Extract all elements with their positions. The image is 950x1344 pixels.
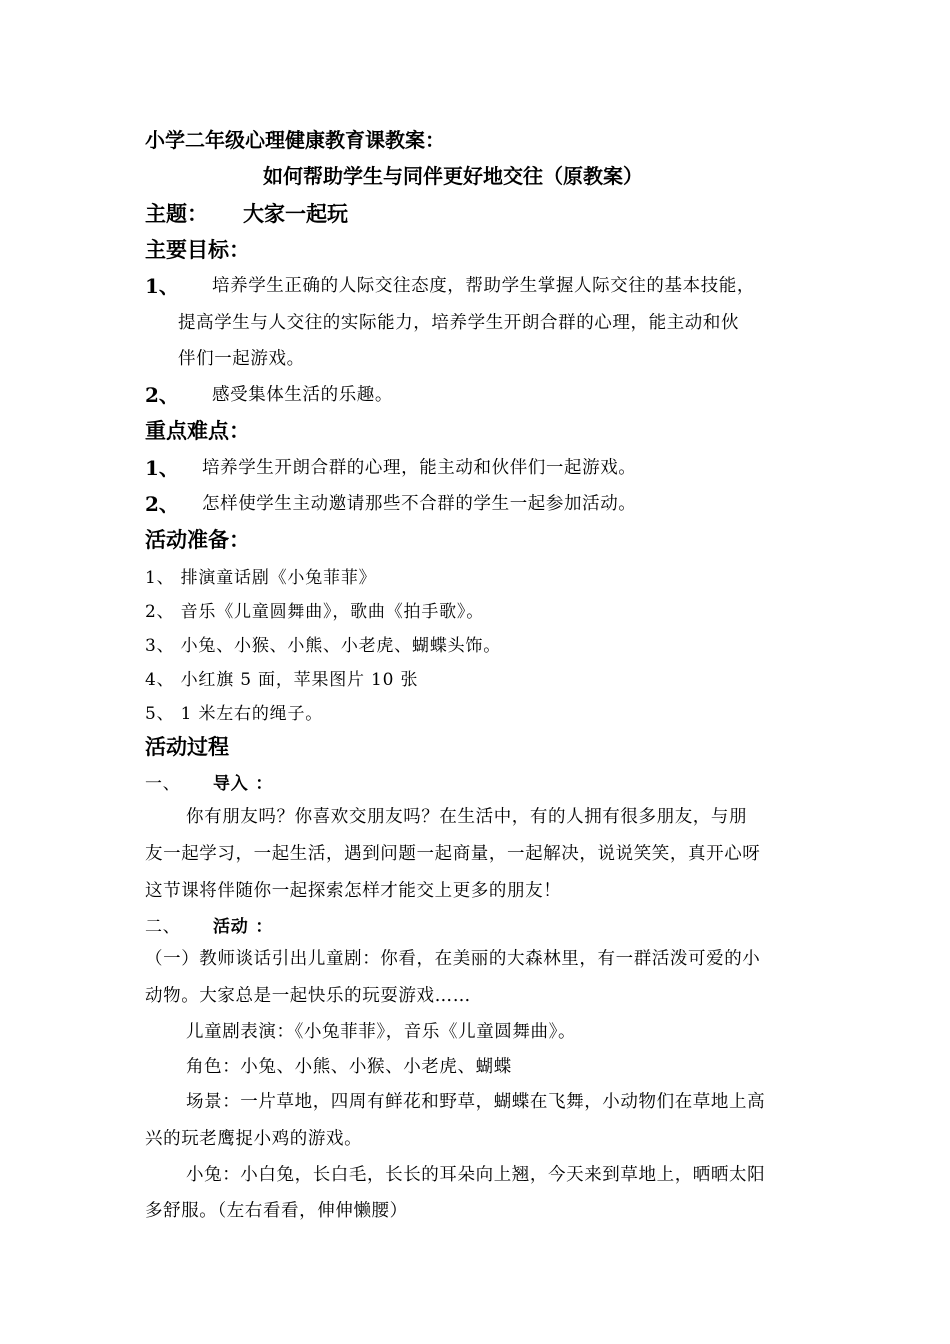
preparation-item-2: 2、 音乐《儿童圆舞曲》，歌曲《拍手歌》。 [145,602,485,622]
scene-line-2: 兴的玩老鹰捉小鸡的游戏。 [145,1129,363,1149]
step-1-label: 导入 ： [213,774,274,794]
step-2-number: 二、 [145,917,181,937]
step-2-label: 活动 ： [213,917,274,937]
intro-line-1: 你有朋友吗？你喜欢交朋友吗？在生活中，有的人拥有很多朋友，与朋 [186,807,748,827]
preparation-item-5: 5、 1 米左右的绳子。 [145,704,324,724]
roles-line: 角色：小兔、小熊、小猴、小老虎、蝴蝶 [186,1057,512,1077]
step-1-number: 一、 [145,774,181,794]
difficulty-2-text: 怎样使学生主动邀请那些不合群的学生一起参加活动。 [202,494,637,514]
goal-1-number: 1、 [145,274,179,298]
goals-heading: 主要目标： [145,237,250,262]
process-heading: 活动过程 [145,734,229,759]
play-line: 儿童剧表演：《小兔菲菲》，音乐《儿童圆舞曲》。 [186,1022,577,1042]
goal-2-number: 2、 [145,383,179,407]
goal-2-line-1: 感受集体生活的乐趣。 [212,385,393,405]
rabbit-line-2: 多舒服。（左右看看，伸伸懒腰） [145,1201,408,1221]
preparation-heading: 活动准备： [145,527,250,552]
activity-line-1: （一）教师谈话引出儿童剧：你看，在美丽的大森林里，有一群活泼可爱的小 [145,949,761,969]
goal-1-line-1: 培养学生正确的人际交往态度，帮助学生掌握人际交往的基本技能， [212,276,755,296]
difficulty-1-text: 培养学生开朗合群的心理，能主动和伙伴们一起游戏。 [202,458,637,478]
preparation-item-3: 3、 小兔、小猴、小熊、小老虎、蝴蝶头饰。 [145,636,502,656]
rabbit-line-1: 小兔：小白兔，长白毛，长长的耳朵向上翘，今天来到草地上，晒晒太阳 [186,1165,766,1185]
intro-line-2: 友一起学习，一起生活，遇到问题一起商量，一起解决，说说笑笑，真开心呀 [145,844,761,864]
theme-value: 大家一起玩 [243,201,348,226]
scene-line-1: 场景：一片草地，四周有鲜花和野草，蝴蝶在飞舞，小动物们在草地上高 [186,1092,766,1112]
goal-1-line-3: 伴们一起游戏。 [178,349,305,369]
document-subtitle: 如何帮助学生与同伴更好地交往（原教案） [263,164,643,188]
difficulty-2-number: 2、 [145,492,179,516]
preparation-item-1: 1、 排演童话剧《小兔菲菲》 [145,568,377,588]
goal-1-line-2: 提高学生与人交往的实际能力，培养学生开朗合群的心理，能主动和伙 [178,313,740,333]
intro-line-3: 这节课将伴随你一起探索怎样才能交上更多的朋友！ [145,881,562,901]
difficulty-1-number: 1、 [145,456,179,480]
preparation-item-4: 4、 小红旗 5 面，苹果图片 10 张 [145,670,419,690]
theme-label: 主题： [145,201,208,226]
document-title: 小学二年级心理健康教育课教案： [145,128,445,152]
difficulties-heading: 重点难点： [145,418,250,443]
activity-line-2: 动物。大家总是一起快乐的玩耍游戏…… [145,986,471,1006]
